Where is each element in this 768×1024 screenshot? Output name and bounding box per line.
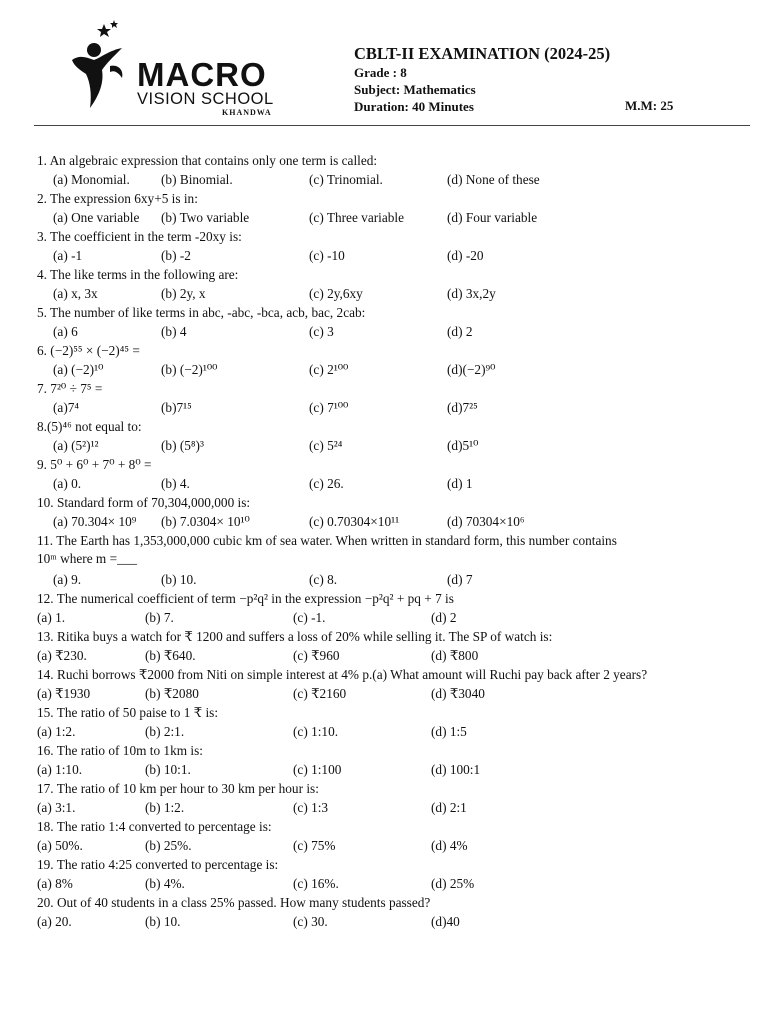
exam-title: CBLT-II EXAMINATION (2024-25): [354, 44, 611, 63]
question-text: 1. An algebraic expression that contains only one term is called:: [37, 153, 378, 168]
option-d: (d) 4%: [431, 838, 468, 853]
option-a: (a)7⁴: [53, 400, 80, 415]
option-c: (c) 16%.: [293, 876, 339, 891]
option-c: (c) 2y,6xy: [309, 286, 363, 301]
answer-options: [37, 170, 747, 190]
question-item: [37, 532, 747, 590]
option-b: (b) Two variable: [161, 210, 250, 225]
option-d: (d) 100:1: [431, 762, 481, 777]
question-item: [37, 666, 747, 704]
option-b: (b) 10.: [145, 914, 181, 929]
option-c: (c) 8.: [309, 572, 338, 587]
answer-options: [37, 608, 747, 628]
question-text: 13. Ritika buys a watch for ₹ 1200 and suffers a loss of 20% while selling it. The SP of watch is:: [37, 629, 553, 644]
option-b: (b)7¹⁵: [161, 400, 192, 415]
option-b: (b) 2:1.: [145, 724, 185, 739]
option-a: (a) 9.: [53, 572, 82, 587]
answer-options: [37, 570, 747, 590]
option-a: (a) 1:2.: [37, 724, 76, 739]
question-list: [37, 152, 747, 932]
option-c: (c) 5²⁴: [309, 438, 343, 453]
answer-options: [37, 646, 747, 666]
option-c: (c) 75%: [293, 838, 336, 853]
answer-options: [37, 246, 747, 266]
option-a: (a) -1: [53, 248, 83, 263]
answer-options: [37, 398, 747, 418]
question-text: 11. The Earth has 1,353,000,000 cubic km of sea water. When written in standard form, this number contains: [37, 533, 617, 548]
option-b: (b) ₹640.: [145, 648, 196, 663]
option-a: (a) 1.: [37, 610, 66, 625]
question-item: [37, 342, 747, 380]
option-b: (b) -2: [161, 248, 191, 263]
option-c: (c) 1:3: [293, 800, 329, 815]
option-b: (b) 7.0304× 10¹⁰: [161, 514, 250, 529]
option-c: (c) -10: [309, 248, 345, 263]
option-d: (d) -20: [447, 248, 484, 263]
option-a: (a) (5²)¹²: [53, 438, 99, 453]
option-a: (a) 50%.: [37, 838, 83, 853]
option-c: (c) Trinomial.: [309, 172, 383, 187]
question-text: 14. Ruchi borrows ₹2000 from Niti on simple interest at 4% p.(a) What amount will Ruchi pay back after 2 years?: [37, 667, 648, 682]
option-d: (d)7²⁵: [447, 400, 478, 415]
option-a: (a) 20.: [37, 914, 72, 929]
option-a: (a) 6: [53, 324, 78, 339]
option-d: (d) 2:1: [431, 800, 467, 815]
option-b: (b) 1:2.: [145, 800, 185, 815]
exam-duration: Duration: 40 Minutes: [354, 99, 474, 114]
option-b: (b) Binomial.: [161, 172, 233, 187]
option-b: (b) 4%.: [145, 876, 185, 891]
question-text: 19. The ratio 4:25 converted to percentage is:: [37, 857, 279, 872]
option-c: (c) ₹960: [293, 648, 340, 663]
option-d: (d) None of these: [447, 172, 540, 187]
question-item: [37, 780, 747, 818]
option-a: (a) (−2)¹⁰: [53, 362, 104, 377]
option-a: (a) One variable: [53, 210, 140, 225]
option-b: (b) 7.: [145, 610, 174, 625]
answer-options: [37, 722, 747, 742]
question-text-continued: 10ᵐ where m =___: [37, 551, 138, 566]
option-c: (c) 1:10.: [293, 724, 339, 739]
option-c: (c) 30.: [293, 914, 328, 929]
option-d: (d) 25%: [431, 876, 475, 891]
option-c: (c) ₹2160: [293, 686, 347, 701]
option-c: (c) Three variable: [309, 210, 404, 225]
question-text: 5. The number of like terms in abc, -abc, -bca, acb, bac, 2cab:: [37, 305, 366, 320]
answer-options: [37, 322, 747, 342]
question-text: 12. The numerical coefficient of term −p²q² in the expression −p²q² + pq + 7 is: [37, 591, 454, 606]
page-header: [0, 0, 768, 130]
question-text: 2. The expression 6xy+5 is in:: [37, 191, 198, 206]
option-c: (c) 3: [309, 324, 334, 339]
option-d: (d) ₹800: [431, 648, 479, 663]
option-b: (b) (5⁸)³: [161, 438, 204, 453]
option-d: (d) 70304×10⁶: [447, 514, 525, 529]
option-a: (a) 8%: [37, 876, 73, 891]
answer-options: [37, 836, 747, 856]
question-text: 7. 7²⁰ ÷ 7⁵ =: [37, 381, 103, 396]
question-text: 4. The like terms in the following are:: [37, 267, 239, 282]
answer-options: [37, 760, 747, 780]
option-a: (a) 1:10.: [37, 762, 83, 777]
option-d: (d)40: [431, 914, 460, 929]
question-item: [37, 190, 747, 228]
option-d: (d) 7: [447, 572, 473, 587]
question-text: 3. The coefficient in the term -20xy is:: [37, 229, 242, 244]
option-b: (b) 4.: [161, 476, 190, 491]
question-item: [37, 266, 747, 304]
question-item: [37, 380, 747, 418]
school-logo: [66, 20, 296, 120]
option-d: (d) 1: [447, 476, 473, 491]
question-item: [37, 494, 747, 532]
option-a: (a) ₹1930: [37, 686, 91, 701]
option-d: (d)5¹⁰: [447, 438, 479, 453]
question-item: [37, 590, 747, 628]
school-city: KHANDWA: [222, 108, 272, 117]
option-b: (b) 10.: [161, 572, 197, 587]
option-d: (d)(−2)⁹⁰: [447, 362, 496, 377]
question-text: 17. The ratio of 10 km per hour to 30 km per hour is:: [37, 781, 319, 796]
option-b: (b) 4: [161, 324, 187, 339]
question-text: 20. Out of 40 students in a class 25% passed. How many students passed?: [37, 895, 431, 910]
question-item: [37, 742, 747, 780]
answer-options: [37, 684, 747, 704]
answer-options: [37, 360, 747, 380]
option-c: (c) -1.: [293, 610, 326, 625]
question-text: 9. 5⁰ + 6⁰ + 7⁰ + 8⁰ =: [37, 457, 152, 472]
option-b: (b) 2y, x: [161, 286, 206, 301]
answer-options: [37, 284, 747, 304]
option-a: (a) 70.304× 10⁹: [53, 514, 137, 529]
option-d: (d) 1:5: [431, 724, 467, 739]
option-d: (d) ₹3040: [431, 686, 485, 701]
question-item: [37, 704, 747, 742]
option-a: (a) 3:1.: [37, 800, 76, 815]
option-c: (c) 7¹⁰⁰: [309, 400, 349, 415]
option-b: (b) (−2)¹⁰⁰: [161, 362, 218, 377]
answer-options: [37, 474, 747, 494]
answer-options: [37, 798, 747, 818]
question-text: 15. The ratio of 50 paise to 1 ₹ is:: [37, 705, 219, 720]
answer-options: [37, 208, 747, 228]
option-c: (c) 1:100: [293, 762, 342, 777]
option-b: (b) 10:1.: [145, 762, 191, 777]
question-item: [37, 456, 747, 494]
option-c: (c) 2¹⁰⁰: [309, 362, 349, 377]
answer-options: [37, 436, 747, 456]
answer-options: [37, 912, 747, 932]
option-b: (b) ₹2080: [145, 686, 199, 701]
question-text: 18. The ratio 1:4 converted to percentage is:: [37, 819, 272, 834]
question-item: [37, 818, 747, 856]
option-d: (d) 2: [431, 610, 457, 625]
question-text: 6. (−2)⁵⁵ × (−2)⁴⁵ =: [37, 343, 140, 358]
question-item: [37, 856, 747, 894]
answer-options: [37, 874, 747, 894]
question-item: [37, 304, 747, 342]
question-text: 10. Standard form of 70,304,000,000 is:: [37, 495, 251, 510]
question-item: [37, 152, 747, 190]
option-b: (b) 25%.: [145, 838, 192, 853]
option-a: (a) ₹230.: [37, 648, 87, 663]
max-marks: M.M: 25: [625, 98, 674, 113]
question-item: [37, 228, 747, 266]
option-a: (a) 0.: [53, 476, 82, 491]
school-name-sub: VISION SCHOOL: [137, 90, 274, 108]
option-c: (c) 26.: [309, 476, 344, 491]
question-text: 16. The ratio of 10m to 1km is:: [37, 743, 203, 758]
exam-grade: Grade : 8: [354, 65, 407, 80]
option-d: (d) 3x,2y: [447, 286, 496, 301]
question-text: 8.(5)⁴⁶ not equal to:: [37, 419, 142, 434]
question-item: [37, 894, 747, 932]
option-a: (a) x, 3x: [53, 286, 98, 301]
header-divider: [34, 125, 750, 126]
option-d: (d) Four variable: [447, 210, 538, 225]
question-item: [37, 418, 747, 456]
option-d: (d) 2: [447, 324, 473, 339]
exam-subject: Subject: Mathematics: [354, 82, 476, 97]
school-emblem-icon: [66, 20, 136, 110]
option-a: (a) Monomial.: [53, 172, 130, 187]
question-item: [37, 628, 747, 666]
answer-options: [37, 512, 747, 532]
school-name-main: MACRO: [137, 56, 267, 93]
option-c: (c) 0.70304×10¹¹: [309, 514, 400, 529]
